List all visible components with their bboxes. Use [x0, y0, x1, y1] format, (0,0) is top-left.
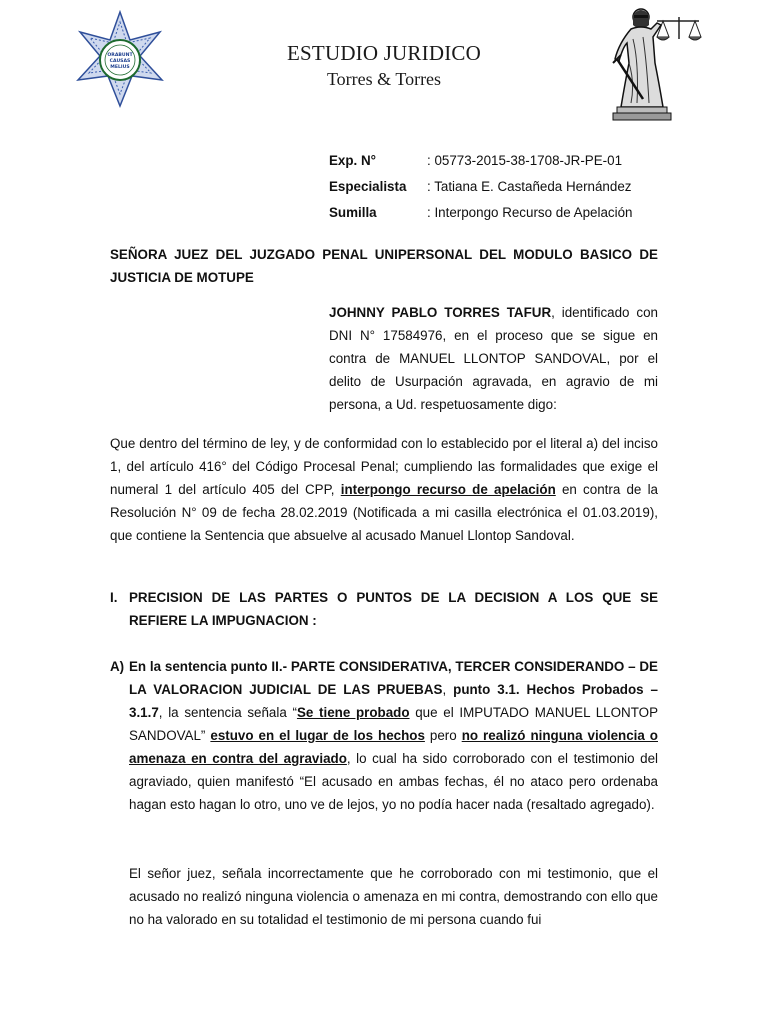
point-a	[110, 655, 658, 816]
firm-title: ESTUDIO JURIDICO	[287, 41, 481, 65]
section-number: I.	[110, 590, 118, 605]
meta-row-especialista	[329, 177, 632, 203]
p1-after: en contra de la Resolución N° 09 de fecha 28.02.2019 (Notificada a mi casilla electrónica el 01.03.2019), que contiene la Sentencia que absuelve al acusado Manuel Llontop Sandoval.	[110, 482, 658, 543]
seal-logo	[74, 10, 166, 108]
section-title-line-2: REFIERE LA IMPUGNACION :	[129, 613, 317, 628]
meta-row-sumilla	[329, 203, 632, 229]
seal-text-3: MELIUS	[110, 65, 130, 70]
seal-text-1: ORABUNT	[107, 53, 133, 58]
body-paragraph-1	[110, 432, 658, 547]
letterhead	[230, 40, 538, 92]
meta-label: Sumilla	[329, 205, 377, 220]
meta-value: : 05773-2015-38-1708-JR-PE-01	[427, 153, 623, 168]
meta-value: : Interpongo Recurso de Apelación	[427, 205, 633, 220]
body-paragraph-2: El señor juez, señala incorrectamente que he corroborado con mi testimonio, que el acusado no realizó ninguna violencia o amenaza en mi contra, demostrando con ello que no ha valorado en su totalidad el testimonio de mi persona cuando fui	[129, 866, 658, 927]
point-a-text: En la sentencia punto II.- PARTE CONSIDERATIVA, TERCER CONSIDERANDO – DE LA VALORACION JUDICIAL DE LAS PRUEBAS, punto 3.1. Hechos Probados – 3.1.7, la sentencia señala “Se tiene probado que el IMPUTADO MANUEL LLONTOP SANDOVAL” estuvo en el lugar de los hechos pero no realizó ninguna violencia o amenaza en contra del agraviado, lo cual ha sido corroborado con el testimonio del agraviado, quien manifestó “El acusado en ambas fechas, él no ataco pero ordenaba hagan esto hagan lo otro, uno ve de lejos, yo no podía hacer nada (resaltado agregado).	[129, 659, 659, 812]
point-number: A)	[110, 659, 125, 674]
section-title-line-1: PRECISION DE LAS PARTES O PUNTOS DE LA DECISION A LOS QUE SE	[129, 590, 658, 605]
meta-value: : Tatiana E. Castañeda Hernández	[427, 179, 632, 194]
addressee: SEÑORA JUEZ DEL JUZGADO PENAL UNIPERSONAL DEL MODULO BASICO DE JUSTICIA DE MOTUPE	[110, 247, 658, 285]
section-heading-1	[110, 586, 658, 632]
meta-row-exp	[329, 151, 632, 177]
intro-text: , identificado con DNI N° 17584976, en el proceso que se sigue en contra de MANUEL LLONTOP SANDOVAL, por el delito de Usurpación agravada, en agravio de mi persona, a Ud. respetuosamente digo:	[329, 305, 659, 412]
meta-label: Exp. N°	[329, 153, 377, 168]
p1-emphasis: interpongo recurso de apelación	[340, 482, 556, 497]
case-metadata	[329, 151, 632, 229]
firm-subtitle: Torres & Torres	[326, 69, 442, 89]
intro-paragraph	[329, 301, 658, 416]
seal-text-2: CAUSAS	[109, 59, 131, 64]
section-title	[129, 586, 658, 632]
meta-label: Especialista	[329, 179, 407, 194]
lady-justice-icon	[609, 3, 705, 122]
petitioner-name: JOHNNY PABLO TORRES TAFUR	[329, 305, 552, 320]
p1-before: Que dentro del término de ley, y de conformidad con lo establecido por el literal a) del inciso 1, del artículo 416° del Código Procesal Penal; cumpliendo las formalidades que exige el numeral 1 del artículo 405 del CPP,	[110, 436, 658, 497]
